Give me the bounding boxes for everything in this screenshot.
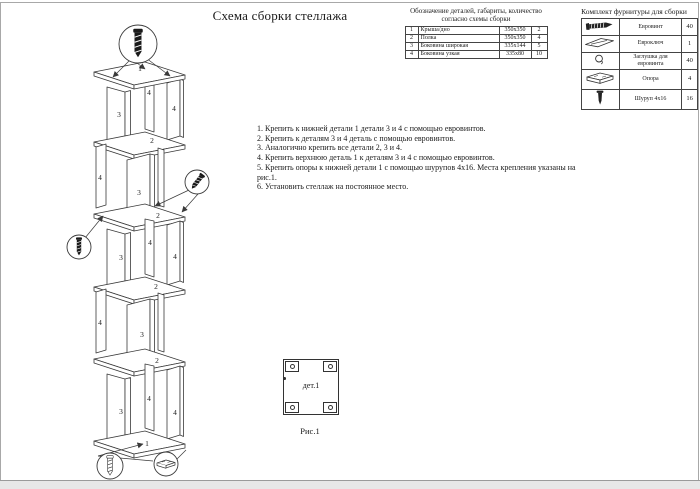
part-size-cell: 335х80	[499, 50, 531, 58]
fastener-callout	[67, 235, 91, 259]
hardware-icon-cell	[582, 35, 620, 52]
diagram-part-label: 3	[140, 330, 144, 339]
parts-table-row	[405, 34, 547, 42]
instruction-line: 1. Крепить к нижней детали 1 детали 3 и 4 с помощью евровинтов.	[257, 124, 486, 133]
diagram-part-label: 3	[119, 407, 123, 416]
diagram-part-label: 4	[173, 408, 177, 417]
parts-table-row	[405, 50, 547, 58]
diagram-part-label: 3	[117, 110, 121, 119]
hardware-table-row	[582, 35, 698, 52]
figure-caption: Рис.1	[300, 426, 320, 436]
part-name-cell: Полка	[418, 34, 499, 42]
hardware-qty-cell: 16	[682, 89, 698, 109]
hardware-qty-cell: 4	[682, 69, 698, 89]
parts-table	[384, 7, 568, 59]
fastener-callout	[97, 453, 123, 479]
part-num-cell: 2	[405, 34, 418, 42]
screw-position-marker	[323, 361, 337, 372]
edge-mark	[283, 377, 286, 380]
shelving-structure	[94, 62, 185, 458]
hardware-qty-cell: 1	[682, 35, 698, 52]
diagram-part-label: 2	[155, 356, 159, 365]
hardware-icon-cell	[582, 52, 620, 69]
hardware-qty-cell: 40	[682, 52, 698, 69]
diagram-part-label: 4	[173, 252, 177, 261]
hardware-table-title: Комплект фурнитуры для сборки	[581, 7, 687, 16]
hardware-table-row	[582, 89, 698, 109]
diagram-part-label: 4	[98, 173, 102, 182]
diagram-part-label: 3	[137, 188, 141, 197]
instruction-line: 5. Крепить опоры к нижней детали 1 с помощью шурупов 4х16. Места крепления указаны на рис.1.	[257, 162, 576, 182]
screw-position-marker	[323, 402, 337, 413]
part-qty-cell: 4	[531, 34, 547, 42]
wood-screw-icon	[592, 102, 608, 108]
parts-table-row	[405, 42, 547, 50]
hardware-name-cell: Опора	[619, 69, 681, 89]
hardware-table-row	[582, 52, 698, 69]
parts-table-title-line1: Обозначение деталей, габариты, количество	[410, 7, 542, 15]
diagram-part-label: 4	[147, 394, 151, 403]
euro-screw-icon	[584, 28, 616, 34]
hardware-name-cell: Шуруп 4х16	[619, 89, 681, 109]
part-size-cell: 350х350	[499, 34, 531, 42]
page-title: Схема сборки стеллажа	[212, 8, 348, 23]
fastener-callout	[119, 25, 157, 63]
screw-hole-icon	[328, 364, 334, 370]
diagram-part-label: 2	[154, 282, 158, 291]
part-name-cell: Боковина широкая	[418, 42, 499, 50]
hardware-icon-cell	[582, 89, 620, 109]
instruction-line: 4. Крепить верхнюю деталь 1 к деталям 3 и 4 с помощью евровинтов.	[257, 153, 495, 163]
hardware-table-row	[582, 69, 698, 89]
parts-table-row	[405, 26, 547, 34]
diagram-part-label: 4	[147, 88, 151, 97]
figure-part-label: дет.1	[302, 381, 320, 390]
part-size-cell: 335х144	[499, 42, 531, 50]
part-name-cell: Боковина узкая	[418, 50, 499, 58]
diagram-part-label: 4	[148, 238, 152, 247]
part-num-cell: 3	[405, 42, 418, 50]
figure-det1	[283, 359, 339, 415]
part-num-cell: 4	[405, 50, 418, 58]
part-qty-cell: 5	[531, 42, 547, 50]
parts-table-title-line2: согласно схемы сборки	[441, 15, 511, 24]
diagram-part-label: 3	[119, 253, 123, 262]
diagram-part-label: 2	[156, 211, 160, 220]
part-num-cell: 1	[405, 26, 418, 34]
hex-key-icon	[584, 45, 616, 51]
hardware-table	[570, 7, 698, 110]
hardware-name-cell: Евроключ	[619, 35, 681, 52]
diagram-part-label: 4	[172, 104, 176, 113]
diagram-part-label: 2	[150, 136, 154, 145]
screw-hole-icon	[290, 405, 296, 411]
diagram-part-label: 1	[145, 439, 149, 448]
instruction-line: 6. Установить стеллаж на постоянное место.	[257, 182, 409, 192]
instruction-line: 2. Крепить к деталям 3 и 4 деталь с помощью евровинтов.	[257, 133, 456, 143]
part-size-cell: 350х350	[499, 26, 531, 34]
screw-position-marker	[285, 361, 299, 372]
hardware-name-cell: Заглушка для евровинта	[619, 52, 681, 69]
part-name-cell: Крыша/дно	[418, 26, 499, 34]
fastener-callout	[185, 170, 209, 194]
screw-hole-icon	[290, 364, 296, 370]
part-qty-cell: 10	[531, 50, 547, 58]
screw-position-marker	[285, 402, 299, 413]
hardware-table-row	[582, 19, 698, 36]
fastener-callout	[154, 452, 178, 476]
screw-hole-icon	[328, 405, 334, 411]
assembly-instructions	[257, 124, 597, 192]
hardware-name-cell: Евровинт	[619, 19, 681, 36]
screw-cap-icon	[584, 62, 616, 68]
diagram-part-label: 4	[98, 318, 102, 327]
hardware-icon-cell	[582, 69, 620, 89]
foot-icon	[584, 82, 616, 88]
part-qty-cell: 2	[531, 26, 547, 34]
hardware-icon-cell	[582, 19, 620, 36]
instruction-line: 3. Аналогично крепить все детали 2, 3 и 4.	[257, 143, 403, 153]
hardware-qty-cell: 40	[682, 19, 698, 36]
diagram-part-label: 1	[138, 64, 142, 73]
